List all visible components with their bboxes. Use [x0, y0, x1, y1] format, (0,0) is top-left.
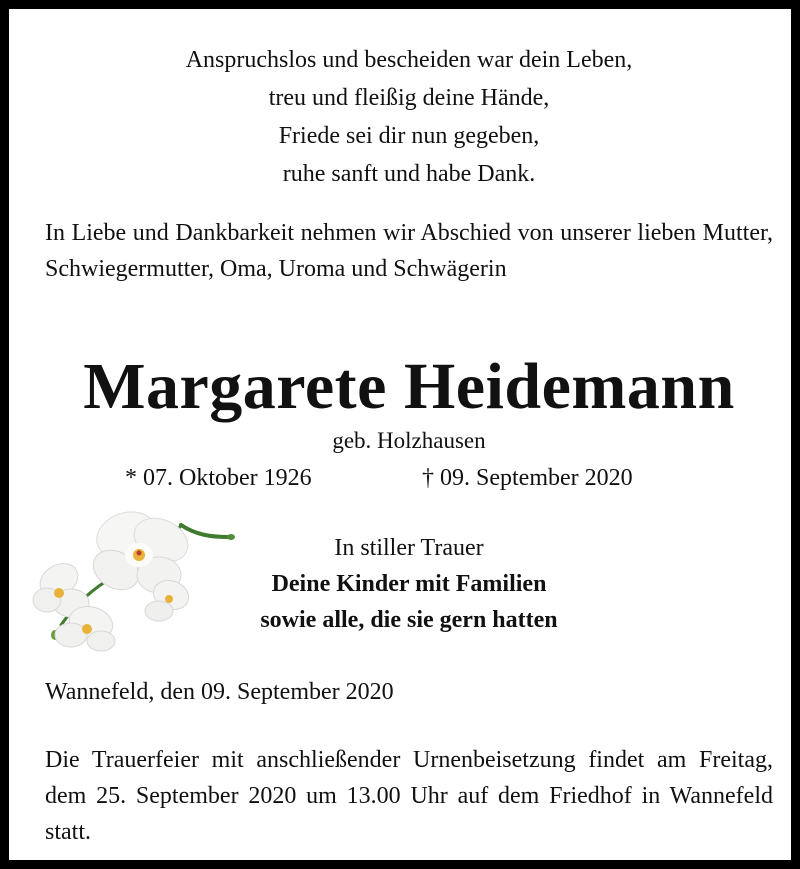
intro-text: In Liebe und Dankbarkeit nehmen wir Abschied von unserer lieben Mutter, Schwiegermutter, Oma, Uroma und Schwägerin	[45, 220, 773, 282]
birth-date: * 07. Oktober 1926	[125, 465, 312, 491]
death-date: † 09. September 2020	[422, 465, 633, 491]
mourners-others: sowie alle, die sie gern hatten	[260, 607, 558, 633]
mourners	[189, 530, 629, 638]
place-date: Wannefeld, den 09. September 2020	[45, 679, 394, 705]
mourners-intro: In stiller Trauer	[334, 535, 484, 561]
deceased-name: Margarete Heidemann	[83, 350, 735, 423]
poem-line: Friede sei dir nun gegeben,	[278, 123, 540, 149]
poem-line: ruhe sanft und habe Dank.	[282, 161, 536, 187]
ceremony-details: Die Trauerfeier mit anschließender Urnenbeisetzung findet am Freitag, dem 25. September 2020 um 13.00 Uhr auf dem Friedhof in Wannefeld statt.	[45, 747, 773, 845]
poem	[9, 41, 800, 193]
mourners-family: Deine Kinder mit Familien	[271, 571, 547, 597]
birth-name: geb. Holzhausen	[332, 428, 486, 453]
poem-line: treu und fleißig deine Hände,	[268, 85, 550, 111]
poem-line: Anspruchslos und bescheiden war dein Leben,	[185, 47, 633, 73]
